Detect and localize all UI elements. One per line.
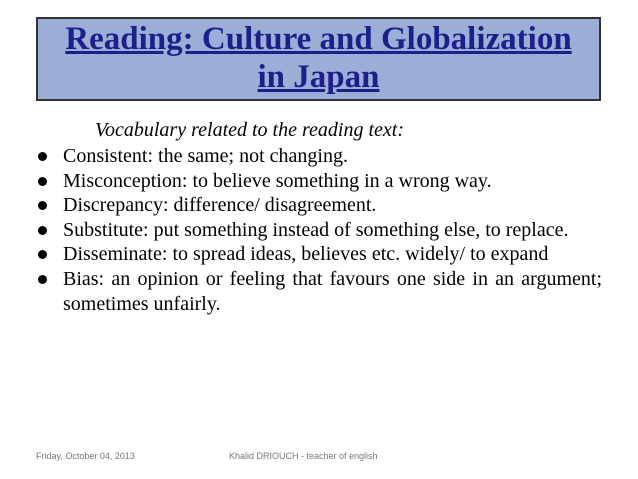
item-term: Misconception: (63, 169, 188, 192)
list-item (32, 144, 602, 169)
item-term: Discrepancy: (63, 194, 169, 217)
list-item (32, 242, 602, 267)
item-definition: an opinion or feeling that favours one side in an argument; sometimes unfairly. (63, 267, 603, 315)
item-term: Bias: (63, 267, 105, 290)
bullet-icon (38, 250, 47, 259)
item-definition: the same; not changing. (158, 145, 348, 167)
list-item (32, 193, 602, 218)
item-term: Consistent: (63, 145, 154, 167)
bullet-icon (38, 177, 47, 186)
list-item (32, 169, 602, 194)
vocabulary-list (32, 144, 602, 316)
item-term: Substitute: (63, 218, 149, 241)
item-definition: difference/ disagreement. (173, 194, 377, 217)
title-box (36, 17, 601, 101)
bullet-icon (38, 275, 47, 284)
list-item (32, 267, 602, 316)
vocabulary-subtitle: Vocabulary related to the reading text: (95, 119, 404, 141)
slide-title-line-2: in Japan (257, 59, 380, 95)
bullet-icon (38, 226, 47, 235)
slide-title-line-1: Reading: Culture and Globalization (65, 21, 572, 57)
item-term: Disseminate: (63, 243, 168, 266)
item-definition: to believe something in a wrong way. (192, 169, 492, 192)
footer-author: Khalid DRIOUCH - teacher of english (229, 451, 378, 461)
bullet-icon (38, 152, 47, 161)
item-definition: to spread ideas, believes etc. widely/ to expand (172, 243, 549, 266)
item-definition: put something instead of something else, to replace. (153, 218, 569, 241)
footer-date: Friday, October 04, 2013 (36, 451, 135, 461)
list-item (32, 218, 602, 243)
bullet-icon (38, 201, 47, 210)
